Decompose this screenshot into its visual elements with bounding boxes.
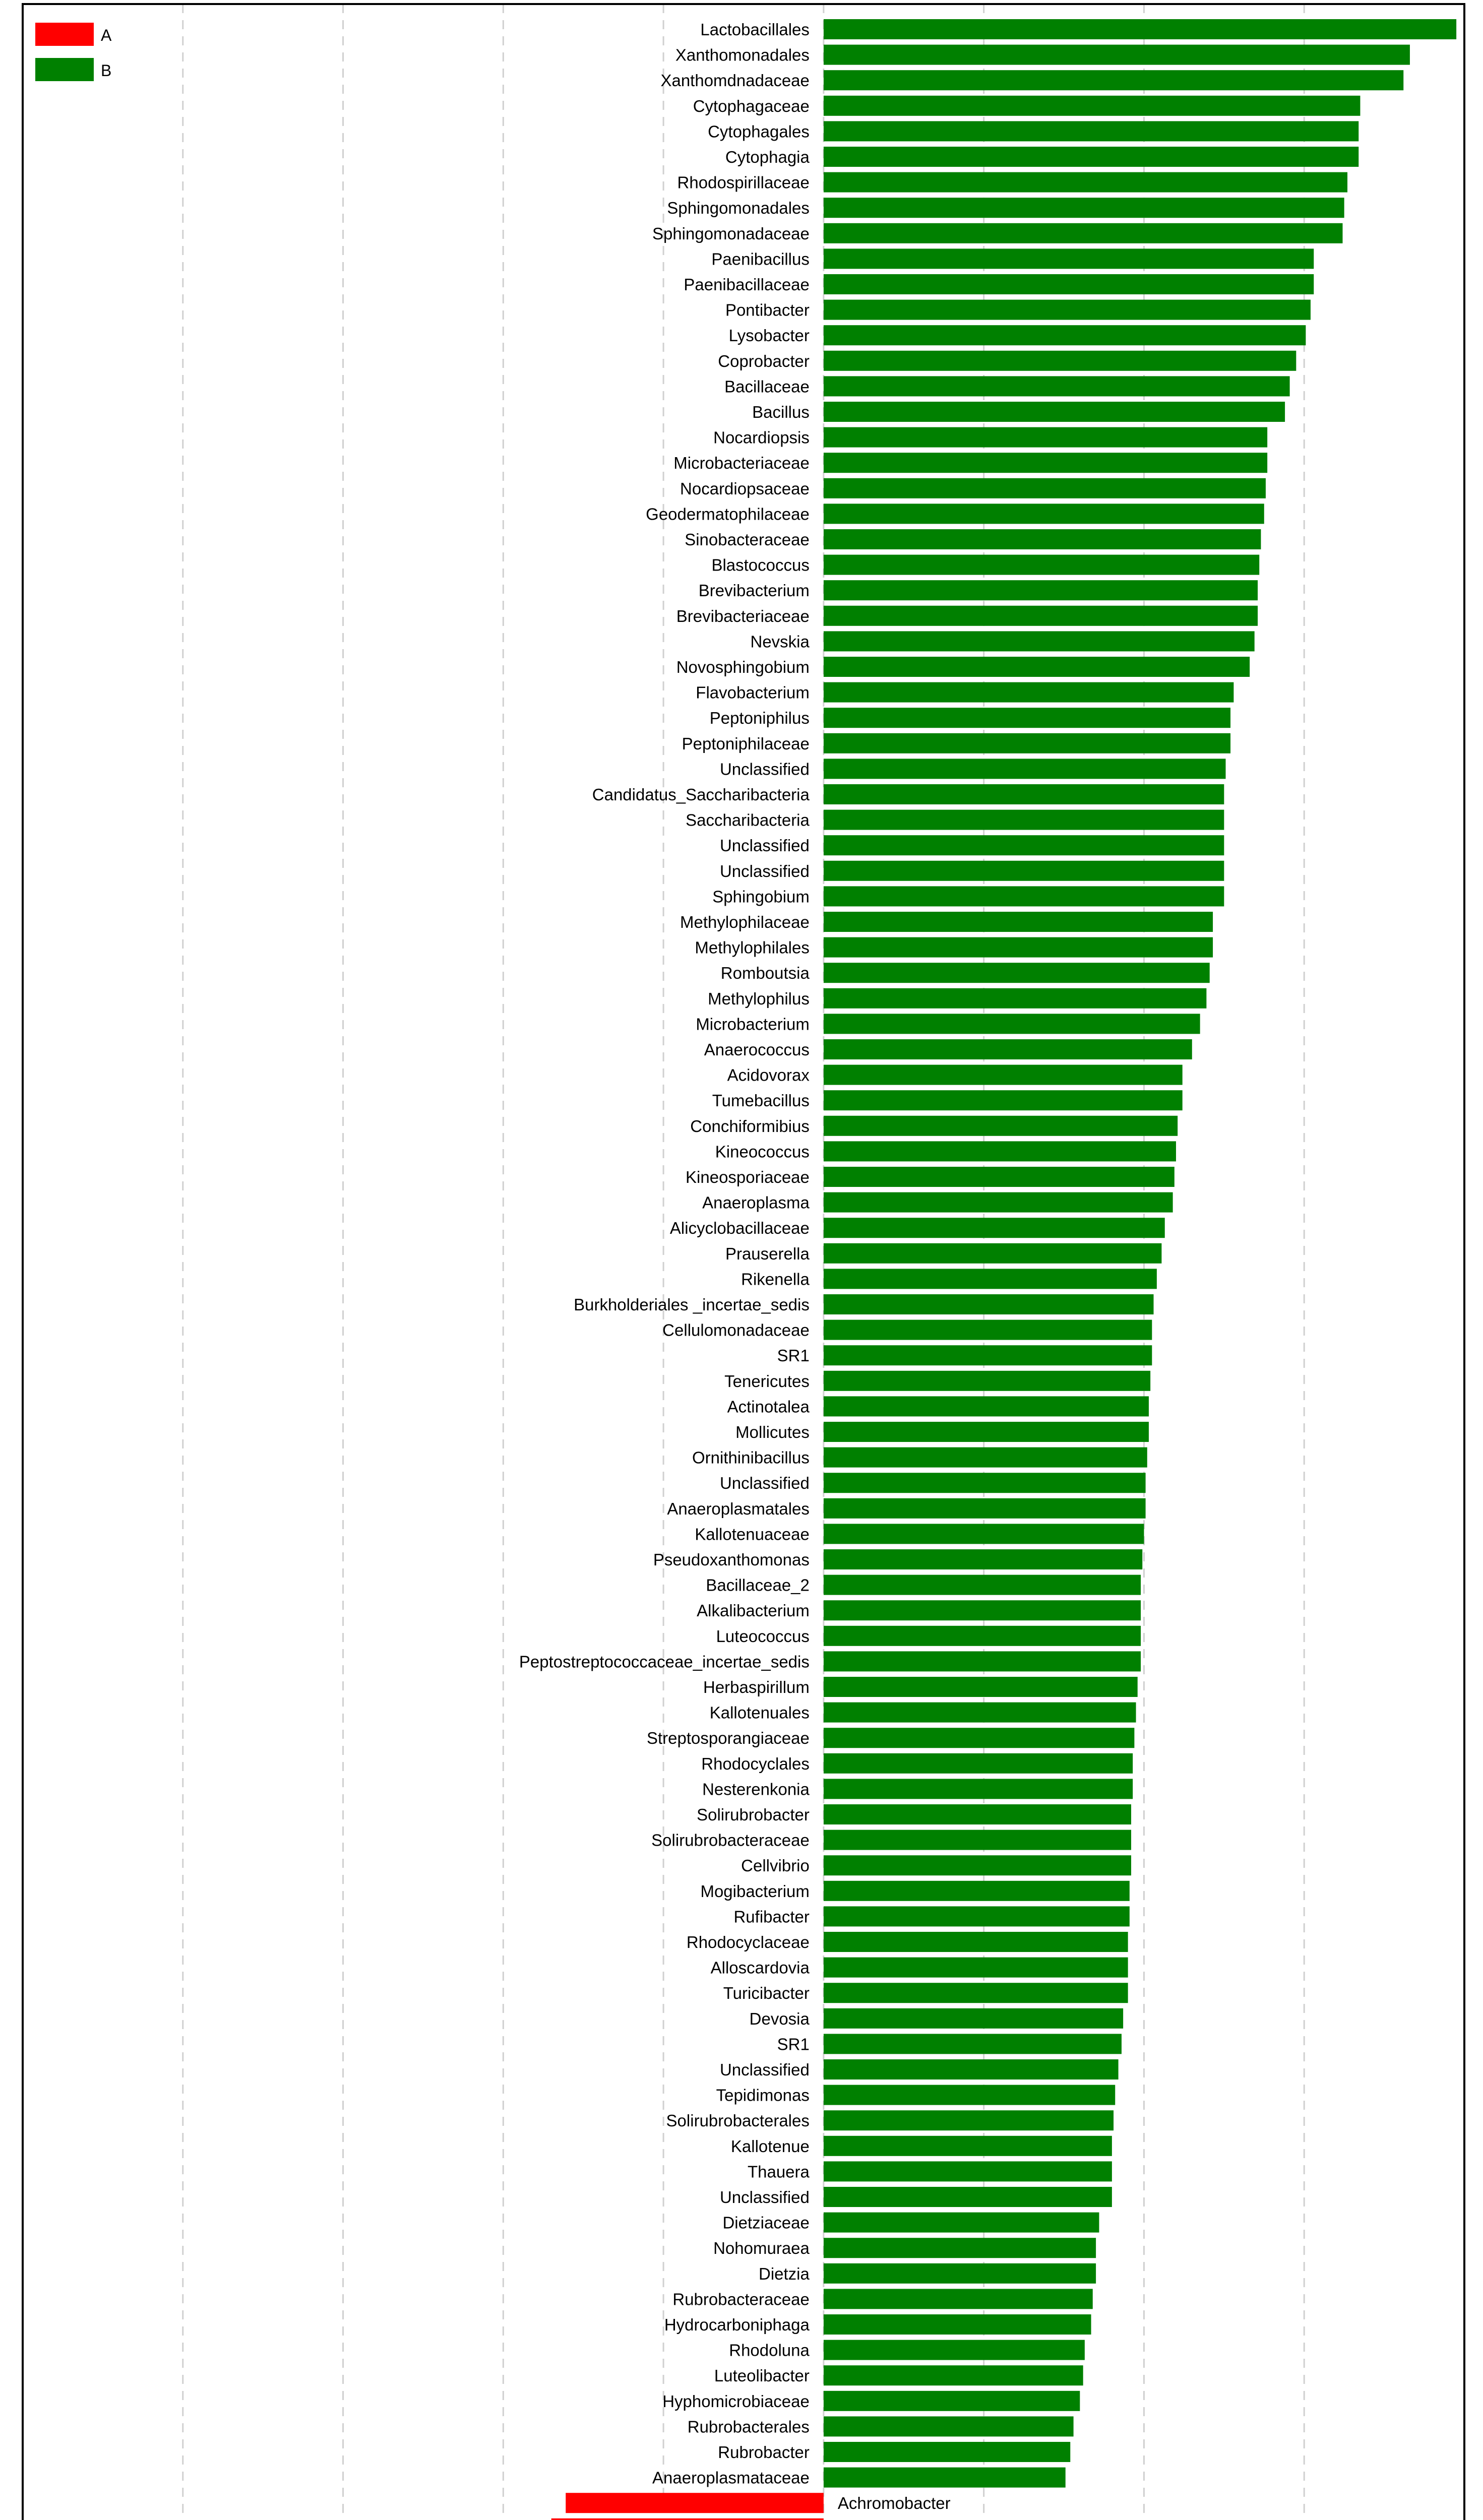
bar-label: Bacillus	[752, 403, 810, 421]
bar-label: Lysobacter	[728, 326, 810, 345]
bar-b	[824, 1345, 1152, 1365]
legend-label: B	[101, 61, 112, 80]
bar-b	[824, 682, 1234, 703]
bar-label: Kallotenue	[730, 2136, 810, 2156]
bar-b	[824, 2391, 1080, 2411]
bar-label: Brevibacterium	[698, 581, 810, 600]
bar-label: Tepidimonas	[716, 2086, 810, 2105]
bar-label: Peptoniphilaceae	[682, 734, 810, 753]
bar-b	[824, 1881, 1130, 1901]
bar-label: Kineosporiaceae	[686, 1168, 810, 1186]
bar-b	[824, 657, 1250, 677]
bar-label: Alloscardovia	[710, 1958, 810, 1977]
bar-b	[824, 1703, 1136, 1723]
bar-b	[824, 759, 1226, 779]
bar-b	[824, 1575, 1141, 1595]
bar-label: Mollicutes	[735, 1423, 810, 1441]
bar-b	[824, 1830, 1131, 1850]
bar-b	[824, 1498, 1146, 1519]
bar-b	[824, 1524, 1144, 1544]
bar-b	[824, 96, 1361, 116]
bar-label: Geodermatophilaceae	[646, 505, 810, 524]
bar-label: Conchiformibius	[690, 1116, 810, 1136]
bar-b	[824, 2059, 1119, 2080]
bar-label: Kallotenuaceae	[695, 1525, 810, 1544]
bar-b	[824, 1855, 1131, 1875]
bar-b	[824, 733, 1230, 753]
bar-label: Anaeroplasmatales	[667, 1499, 810, 1518]
bar-label: Cytophagia	[725, 148, 810, 166]
bar-b	[824, 1141, 1176, 1161]
bar-label: Solirubrobacteraceae	[651, 1831, 810, 1850]
bar-label: Methylophilaceae	[680, 913, 810, 931]
bar-label: Unclassified	[719, 760, 810, 779]
bar-b	[824, 1396, 1149, 1416]
bar-label: Hydrocarboniphaga	[664, 2315, 810, 2334]
bar-b	[824, 2238, 1096, 2258]
bar-label: Rikenella	[741, 1270, 810, 1289]
bar-label: Actinotalea	[727, 1397, 810, 1416]
bar-label: Herbaspirillum	[703, 1678, 810, 1696]
bar-b	[824, 1906, 1130, 1926]
bar-b	[824, 1600, 1141, 1620]
bar-label: Alkalibacterium	[697, 1601, 810, 1620]
bar-label: Sphingomonadales	[667, 199, 810, 218]
bar-b	[824, 223, 1343, 243]
bar-b	[824, 1422, 1149, 1442]
bar-label: SR1	[777, 1346, 810, 1365]
bar-b	[824, 147, 1358, 167]
bar-label: Methylophilus	[708, 989, 810, 1008]
bar-b	[824, 555, 1259, 575]
legend-swatch	[35, 23, 94, 46]
bar-label: Pontibacter	[725, 300, 810, 320]
bar-label: Dietzia	[759, 2264, 810, 2283]
legend-swatch	[35, 58, 94, 81]
bar-b	[824, 912, 1213, 932]
bar-b	[824, 70, 1403, 90]
bar-label: Tumebacillus	[712, 1091, 810, 1110]
bar-label: Microbacteriaceae	[673, 454, 810, 473]
bar-label: Solirubrobacterales	[666, 2111, 810, 2130]
bar-b	[824, 1753, 1133, 1774]
bar-b	[824, 708, 1230, 728]
bar-label: Nocardiopsaceae	[680, 479, 810, 498]
bar-label: Sphingobium	[712, 887, 810, 906]
bar-b	[824, 529, 1261, 549]
bar-b	[824, 1269, 1157, 1289]
bar-label: Unclassified	[719, 2060, 810, 2079]
bar-b	[824, 1958, 1128, 1978]
bar-label: Romboutsia	[720, 964, 810, 983]
bar-b	[824, 376, 1290, 396]
bar-b	[824, 606, 1258, 626]
bar-b	[824, 1932, 1128, 1952]
bar-b	[824, 1677, 1138, 1697]
bar-b	[824, 478, 1266, 498]
bar-b	[824, 2468, 1066, 2488]
bar-b	[824, 45, 1410, 65]
bar-b	[824, 1983, 1128, 2003]
bar-b	[824, 351, 1296, 371]
bar-a	[566, 2493, 824, 2513]
bar-label: Rufibacter	[733, 1907, 810, 1926]
bar-label: Mogibacterium	[700, 1881, 810, 1901]
bar-label: Rubrobacter	[718, 2443, 810, 2462]
bar-b	[824, 1167, 1175, 1187]
bar-label: Rhodocyclales	[701, 1754, 810, 1773]
bar-label: Paenibacillaceae	[684, 275, 810, 294]
bar-label: Unclassified	[719, 836, 810, 855]
bar-label: Tenericutes	[724, 1371, 810, 1391]
bar-label: Acidovorax	[727, 1065, 810, 1085]
bar-b	[824, 937, 1213, 958]
bar-b	[824, 886, 1224, 906]
bar-b	[824, 1014, 1200, 1034]
bar-b	[824, 861, 1224, 881]
bar-label: Xanthomdnadaceae	[660, 71, 810, 90]
bar-b	[824, 2213, 1099, 2233]
bar-label: Kineococcus	[715, 1142, 810, 1161]
bar-label: Alicyclobacillaceae	[669, 1219, 810, 1238]
bar-label: Ornithinibacillus	[692, 1448, 810, 1467]
bar-label: Anaerococcus	[704, 1040, 810, 1059]
bar-b	[824, 2187, 1112, 2207]
bar-label: Luteococcus	[716, 1626, 810, 1646]
bar-label: Luteolibacter	[714, 2366, 810, 2385]
bar-label: Microbacterium	[696, 1015, 810, 1034]
bar-b	[824, 2263, 1096, 2284]
bar-b	[824, 1192, 1173, 1213]
bar-b	[824, 1804, 1131, 1824]
bar-b	[824, 172, 1347, 193]
bar-b	[824, 402, 1285, 422]
bar-b	[824, 198, 1344, 218]
bar-b	[824, 1320, 1152, 1340]
bar-label: Methylophilales	[695, 938, 810, 957]
bar-label: Unclassified	[719, 2188, 810, 2207]
bar-label: Rhodocyclaceae	[686, 1933, 810, 1951]
bar-b	[824, 580, 1258, 600]
bar-label: Kallotenuales	[709, 1703, 810, 1722]
bar-label: Rhodoluna	[729, 2341, 810, 2360]
bar-b	[824, 1218, 1165, 1238]
legend-label: A	[101, 26, 112, 44]
bar-label: Anaeroplasma	[702, 1193, 810, 1212]
bar-label: Unclassified	[719, 1474, 810, 1493]
bar-b	[824, 300, 1311, 320]
bar-label: Brevibacteriaceae	[676, 606, 810, 625]
bar-label: Nevskia	[750, 632, 810, 651]
bar-label: Anaeroplasmataceae	[652, 2468, 810, 2487]
bar-label: Sphingomonadaceae	[652, 224, 810, 243]
bar-b	[824, 784, 1224, 804]
bar-label: Bacillaceae	[724, 377, 810, 396]
bar-label: Candidatus_Saccharibacteria	[592, 785, 810, 804]
bar-label: Blastococcus	[711, 555, 810, 575]
bar-b	[824, 1626, 1141, 1646]
bar-b	[824, 325, 1306, 345]
bar-label: Achromobacter	[837, 2494, 951, 2513]
bar-b	[824, 2416, 1074, 2436]
bar-label: Coprobacter	[718, 351, 810, 370]
bar-b	[824, 1728, 1134, 1748]
bar-label: Lactobacillales	[700, 20, 810, 39]
bar-label: Flavobacterium	[696, 683, 810, 702]
bar-b	[824, 631, 1255, 651]
bar-b	[824, 1779, 1133, 1799]
bar-b	[824, 1371, 1150, 1391]
bar-label: SR1	[777, 2035, 810, 2054]
bar-b	[824, 121, 1358, 141]
bar-label: Pseudoxanthomonas	[653, 1550, 810, 1569]
bar-label: Nohomuraea	[713, 2239, 810, 2258]
bar-label: Thauera	[747, 2162, 810, 2181]
bar-b	[824, 453, 1267, 473]
bar-b	[824, 1447, 1147, 1468]
bar-b	[824, 2442, 1070, 2462]
bar-b	[824, 835, 1224, 855]
bar-label: Rhodospirillaceae	[677, 173, 810, 192]
bar-b	[824, 2085, 1115, 2105]
bar-label: Unclassified	[719, 861, 810, 880]
bar-label: Novosphingobium	[676, 658, 810, 676]
bar-b	[824, 19, 1456, 39]
bar-b	[824, 1039, 1192, 1059]
bar-label: Peptoniphilus	[709, 709, 810, 728]
bar-b	[824, 274, 1314, 294]
bar-b	[824, 1065, 1183, 1085]
legend	[35, 23, 112, 81]
bar-label: Xanthomonadales	[675, 45, 810, 65]
bar-label: Peptostreptococcaceae_incertae_sedis	[519, 1652, 810, 1671]
bar-b	[824, 2110, 1114, 2130]
bar-b	[824, 1549, 1142, 1569]
bar-b	[824, 1243, 1162, 1264]
bar-b	[824, 1473, 1146, 1493]
bar-b	[824, 2314, 1091, 2335]
bar-label: Burkholderiales _incertae_sedis	[574, 1295, 810, 1314]
bar-label: Sinobacteraceae	[685, 530, 810, 549]
bar-label: Saccharibacteria	[686, 810, 810, 830]
bar-b	[824, 1116, 1178, 1136]
bar-b	[824, 810, 1224, 830]
bar-b	[824, 1090, 1183, 1110]
bar-label: Prauserella	[725, 1244, 810, 1263]
bar-b	[824, 248, 1314, 269]
bar-label: Solirubrobacter	[697, 1805, 810, 1824]
bar-b	[824, 2161, 1112, 2181]
bar-label: Devosia	[749, 2009, 810, 2028]
bar-label: Hyphomicrobiaceae	[662, 2391, 810, 2411]
bar-b	[824, 2034, 1122, 2054]
bar-b	[824, 963, 1210, 983]
bar-label: Cytophagaceae	[693, 96, 810, 115]
bar-b	[824, 2365, 1083, 2385]
bar-label: Cytophagales	[708, 122, 810, 141]
bar-label: Turicibacter	[723, 1984, 810, 2003]
bar-label: Paenibacillus	[711, 249, 810, 269]
bar-label: Cellulomonadaceae	[662, 1320, 810, 1340]
bar-b	[824, 1294, 1154, 1314]
bar-b	[824, 2289, 1093, 2309]
bar-b	[824, 2340, 1085, 2360]
bar-label: Nesterenkonia	[702, 1780, 810, 1799]
bar-label: Rubrobacteraceae	[672, 2290, 810, 2309]
bar-label: Streptosporangiaceae	[646, 1729, 810, 1748]
bar-label: Bacillaceae_2	[706, 1576, 810, 1595]
bar-b	[824, 503, 1264, 524]
bar-b	[824, 1651, 1141, 1671]
bar-label: Dietziaceae	[722, 2213, 810, 2232]
bar-label: Cellvibrio	[741, 1856, 810, 1875]
bar-b	[824, 2008, 1123, 2029]
bar-b	[824, 988, 1206, 1009]
bar-label: Nocardiopsis	[713, 428, 810, 447]
bar-label: Rubrobacterales	[687, 2417, 810, 2436]
bar-b	[824, 427, 1267, 448]
bar-b	[824, 2136, 1112, 2156]
